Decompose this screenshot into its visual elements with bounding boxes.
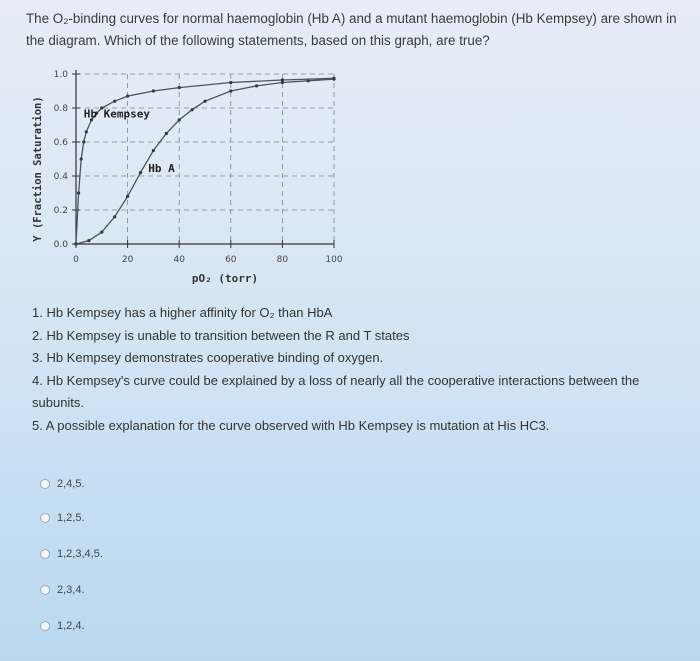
data-point: [85, 130, 88, 133]
statement-5: 5. A possible explanation for the curve observed with Hb Kempsey is mutation at His HC3.: [32, 417, 550, 433]
oxygen-binding-chart: [28, 60, 368, 290]
option-3[interactable]: [40, 548, 103, 560]
y-tick-label: 0.8: [53, 104, 68, 114]
series-label-hb-kempsey: Hb Kempsey: [83, 107, 150, 121]
chart-svg: [28, 60, 368, 290]
x-tick-label: 40: [173, 255, 185, 265]
x-tick-label: 60: [225, 255, 237, 265]
data-point: [203, 100, 206, 103]
data-point: [87, 239, 90, 242]
option-5[interactable]: [40, 620, 85, 632]
statement-4: 4. Hb Kempsey's curve could be explained by a loss of nearly all the cooperative interactions between the subunits.: [32, 372, 640, 410]
data-point: [255, 84, 258, 87]
x-axis-label: pO₂ (torr): [191, 272, 259, 285]
x-tick-label: 100: [325, 255, 343, 265]
data-point: [165, 132, 168, 135]
data-point: [113, 215, 116, 218]
series-line-1: [76, 79, 334, 244]
data-point: [74, 242, 77, 245]
data-point: [126, 95, 129, 98]
radio-button[interactable]: [40, 549, 50, 559]
y-tick-label: 0.6: [53, 138, 68, 148]
y-tick-label: 0.2: [53, 206, 68, 216]
radio-button[interactable]: [40, 513, 50, 523]
option-label: 1,2,4.: [57, 620, 85, 632]
data-point: [77, 191, 80, 194]
data-point: [139, 171, 142, 174]
radio-button[interactable]: [40, 585, 50, 595]
data-point: [178, 86, 181, 89]
data-point: [152, 149, 155, 152]
radio-button[interactable]: [40, 621, 50, 631]
x-tick-label: 80: [276, 255, 289, 265]
radio-button[interactable]: [40, 479, 50, 489]
option-1[interactable]: [40, 478, 85, 490]
x-tick-label: 0: [73, 255, 79, 265]
statement-1: 1. Hb Kempsey has a higher affinity for O₂ than HbA: [32, 305, 333, 320]
data-point: [307, 79, 310, 82]
option-label: 2,4,5.: [57, 478, 85, 490]
data-point: [332, 78, 335, 81]
data-point: [113, 100, 116, 103]
option-4[interactable]: [40, 584, 85, 596]
statement-2: 2. Hb Kempsey is unable to transition between the R and T states: [32, 327, 410, 343]
data-point: [178, 118, 181, 121]
data-point: [229, 81, 232, 84]
data-point: [229, 89, 232, 92]
data-point: [152, 89, 155, 92]
data-point: [191, 108, 194, 111]
series-label-hb-a: Hb A: [148, 161, 175, 175]
data-point: [100, 231, 103, 234]
series-line-0: [76, 78, 334, 244]
data-point: [80, 157, 83, 160]
statements-list: [32, 302, 662, 437]
data-point: [281, 81, 284, 84]
option-label: 2,3,4.: [57, 584, 85, 596]
y-tick-label: 1.0: [53, 70, 68, 80]
y-tick-label: 0.4: [53, 172, 68, 182]
statement-3: 3. Hb Kempsey demonstrates cooperative binding of oxygen.: [32, 350, 384, 365]
y-axis-label: Y (Fraction Saturation): [32, 96, 44, 242]
x-tick-label: 20: [121, 255, 134, 265]
option-label: 1,2,5.: [57, 512, 85, 524]
data-point: [126, 195, 129, 198]
option-label: 1,2,3,4,5.: [57, 548, 103, 560]
question-text: The O₂-binding curves for normal haemoglobin (Hb A) and a mutant haemoglobin (Hb Kempsey) are shown in the diagram. Which of the following statements, based on this graph, are true?: [26, 11, 677, 48]
option-2[interactable]: [40, 512, 85, 524]
data-point: [82, 140, 85, 143]
y-tick-label: 0.0: [53, 240, 68, 250]
